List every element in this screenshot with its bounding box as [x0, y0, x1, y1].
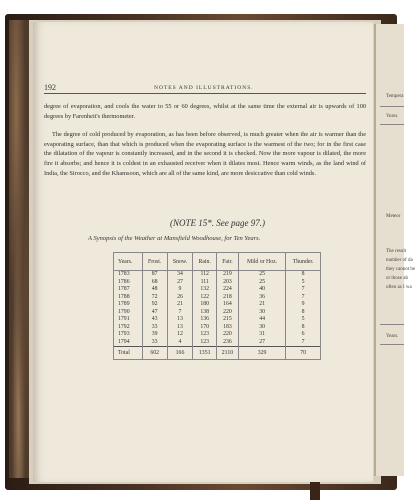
- table-row: [114, 316, 321, 323]
- table-cell: 111: [193, 279, 216, 286]
- facing-rule: [380, 324, 404, 325]
- total-cell: 1351: [193, 347, 216, 360]
- table-cell: 8: [286, 323, 321, 330]
- table-cell: 31: [238, 331, 285, 338]
- table-cell: 25: [238, 271, 285, 279]
- table-cell: 220: [216, 308, 238, 315]
- table-cell: 123: [193, 331, 216, 338]
- table-cell: 1791: [114, 316, 143, 323]
- table-cell: 5: [286, 316, 321, 323]
- header-thunder: Thunder.: [286, 253, 321, 271]
- table-cell: 220: [216, 331, 238, 338]
- table-cell: 138: [193, 308, 216, 315]
- table-cell: 122: [193, 293, 216, 300]
- facing-fragment: or those ab: [386, 276, 408, 281]
- table-cell: 136: [193, 316, 216, 323]
- facing-rule: [380, 106, 404, 107]
- table-cell: 224: [216, 286, 238, 293]
- table-cell: 44: [238, 316, 285, 323]
- header-rain: Rain.: [193, 253, 216, 271]
- table-cell: 27: [167, 279, 193, 286]
- table-cell: 68: [142, 279, 167, 286]
- facing-fragment: Tempera: [386, 94, 404, 99]
- total-cell: 70: [286, 347, 321, 360]
- table-cell: 27: [238, 338, 285, 346]
- table-cell: 33: [142, 323, 167, 330]
- table-cell: 21: [167, 301, 193, 308]
- running-head: NOTES AND ILLUSTRATIONS.: [154, 85, 254, 91]
- header-years: Years.: [114, 253, 143, 271]
- table-cell: 47: [142, 308, 167, 315]
- table-cell: 26: [167, 293, 193, 300]
- table-row: [114, 338, 321, 346]
- total-cell: 602: [142, 347, 167, 360]
- table-cell: 33: [142, 338, 167, 346]
- table-cell: 13: [167, 316, 193, 323]
- facing-fragment: Meteor: [386, 214, 401, 219]
- table-cell: 87: [142, 271, 167, 279]
- paragraph-2: The degree of cold produced by evaporation, as has been before observed, is much greater when the air is warmer than the evaporating surface, than that which is produced when the evaporating surface is the warmest of the two; for in the first case the dilatation of the vapour is constantly increased, and in the second it is checked. Now the more vapour is dilated, the more fire it absorbs; and hence it is coldest in an exhausted receiver when it dilates most. Hence warm winds, as the land wind of India, the Sirocco, and the Khamsoon, which are all of the same kind, are more desiccative than cold winds.: [44, 131, 366, 177]
- table-cell: 112: [193, 271, 216, 279]
- table-cell: 4: [167, 338, 193, 346]
- table-row: [114, 331, 321, 338]
- table-cell: 1788: [114, 293, 143, 300]
- table-cell: 12: [167, 331, 193, 338]
- table-cell: 1790: [114, 308, 143, 315]
- table-row: [114, 271, 321, 279]
- total-cell: 2110: [216, 347, 238, 360]
- table-cell: 8: [286, 308, 321, 315]
- table-cell: 25: [238, 279, 285, 286]
- header-rule: [44, 93, 366, 94]
- table-cell: 1786: [114, 279, 143, 286]
- facing-fragment: Years.: [386, 114, 399, 119]
- table-cell: 203: [216, 279, 238, 286]
- table-cell: 39: [142, 331, 167, 338]
- table-cell: 1787: [114, 286, 143, 293]
- table-cell: 7: [286, 286, 321, 293]
- header-fair: Fair.: [216, 253, 238, 271]
- table-row: [114, 286, 321, 293]
- total-cell: 329: [238, 347, 285, 360]
- table-cell: 1789: [114, 301, 143, 308]
- table-cell: 6: [286, 331, 321, 338]
- facing-fragment: they cannot be: [386, 267, 415, 272]
- table-cell: 7: [286, 338, 321, 346]
- table-cell: 7: [286, 293, 321, 300]
- table-cell: 215: [216, 316, 238, 323]
- facing-rule: [380, 124, 404, 125]
- synopsis-title: A Synopsis of the Weather at Mansfield Woodhouse, for Ten Years.: [88, 235, 261, 242]
- table-cell: 219: [216, 271, 238, 279]
- table-cell: 92: [142, 301, 167, 308]
- header-frost: Frost.: [142, 253, 167, 271]
- table-cell: 9: [286, 301, 321, 308]
- page-number: 192: [44, 83, 56, 92]
- table-cell: 218: [216, 293, 238, 300]
- total-label: Total: [114, 347, 143, 360]
- table-row: [114, 279, 321, 286]
- facing-fragment: number of da: [386, 258, 413, 263]
- facing-rule: [380, 344, 404, 345]
- table-total-row: [114, 347, 321, 360]
- table-cell: 40: [238, 286, 285, 293]
- table-cell: 36: [238, 293, 285, 300]
- table-row: [114, 301, 321, 308]
- table-cell: 8: [286, 271, 321, 279]
- table-row: [114, 308, 321, 315]
- table-cell: 7: [167, 308, 193, 315]
- note-title: (NOTE 15*. See page 97.): [170, 218, 265, 228]
- table-cell: 1792: [114, 323, 143, 330]
- table-cell: 1794: [114, 338, 143, 346]
- table-cell: 183: [216, 323, 238, 330]
- table-cell: 13: [167, 323, 193, 330]
- table-cell: 170: [193, 323, 216, 330]
- table-cell: 34: [167, 271, 193, 279]
- bookmark-ribbon: [310, 482, 320, 500]
- right-page: [374, 24, 415, 476]
- table-cell: 72: [142, 293, 167, 300]
- total-cell: 166: [167, 347, 193, 360]
- weather-table: [113, 252, 321, 360]
- table-cell: 43: [142, 316, 167, 323]
- table-cell: 132: [193, 286, 216, 293]
- table-cell: 30: [238, 308, 285, 315]
- header-snow: Snow.: [167, 253, 193, 271]
- table-cell: 1783: [114, 271, 143, 279]
- table-cell: 48: [142, 286, 167, 293]
- paragraph-1: degree of evaporation, and cools the water to 55 or 60 degrees, whilst at the same time the external air is upwards of 100 degrees by Farenheit's thermometer.: [44, 103, 366, 120]
- facing-fragment: The result: [386, 249, 407, 254]
- header-mild: Mild or Hoz.: [238, 253, 285, 271]
- facing-fragment: Years.: [386, 334, 399, 339]
- table-cell: 21: [238, 301, 285, 308]
- facing-fragment: often as I wa: [386, 285, 412, 290]
- table-cell: 9: [167, 286, 193, 293]
- table-row: [114, 323, 321, 330]
- table-cell: 1793: [114, 331, 143, 338]
- table-cell: 236: [216, 338, 238, 346]
- table-cell: 123: [193, 338, 216, 346]
- table-cell: 5: [286, 279, 321, 286]
- table-cell: 180: [193, 301, 216, 308]
- table-cell: 30: [238, 323, 285, 330]
- table-row: [114, 293, 321, 300]
- table-cell: 164: [216, 301, 238, 308]
- table-header-row: [114, 253, 321, 271]
